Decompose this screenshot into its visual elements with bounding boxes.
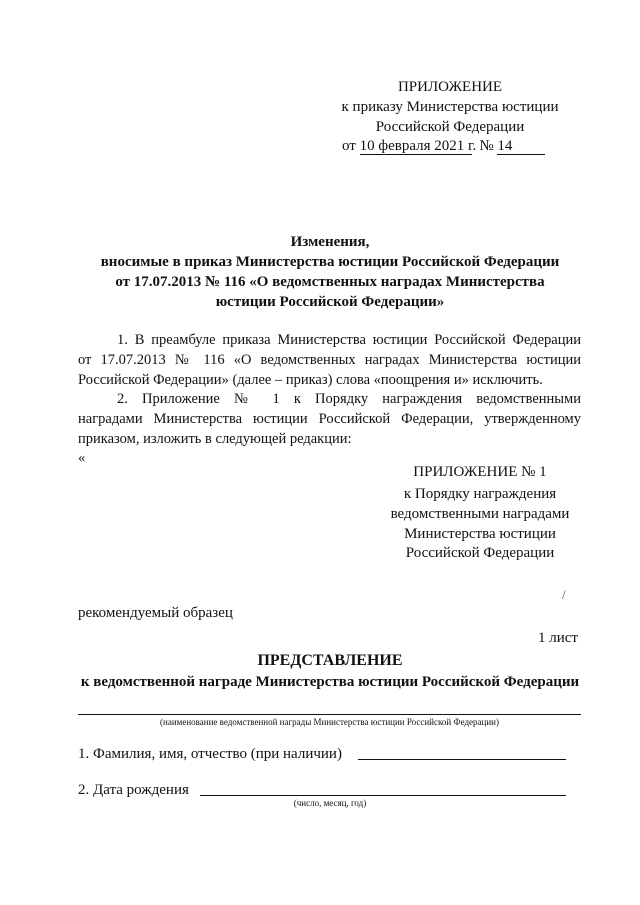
opening-quote: «	[78, 450, 86, 466]
field-1-label: 1. Фамилия, имя, отчество (при наличии)	[78, 746, 342, 762]
title-line-1: Изменения,	[290, 234, 370, 250]
sheet-count: 1 лист	[538, 630, 578, 646]
appendix1-title: ПРИЛОЖЕНИЕ № 1	[413, 464, 547, 480]
award-name-line	[78, 714, 581, 715]
field-2-label: 2. Дата рождения	[78, 782, 189, 798]
order-date-number: от 10 февраля 2021 г. № 14	[342, 136, 545, 156]
appendix-line-2: Российской Федерации	[375, 119, 525, 135]
form-subheading: к ведомственной награде Министерства юстиции Российской Федерации	[80, 674, 580, 690]
paragraph-1-line-3: Российской Федерации» (далее – приказ) слова «поощрения и» исключить.	[78, 372, 543, 388]
paragraph-2-line-2: наградами Министерства юстиции Российской Федерации, утвержденному	[78, 411, 581, 427]
recommended-sample: рекомендуемый образец	[78, 605, 233, 621]
appendix-title: ПРИЛОЖЕНИЕ	[397, 79, 503, 95]
paragraph-2-line-1: 2. Приложение № 1 к Порядку награждения ведомственными	[117, 391, 581, 407]
appendix1-line-4: Российской Федерации	[405, 545, 555, 561]
field-2-caption: (число, месяц, год)	[293, 798, 367, 808]
appendix1-line-1: к Порядку награждения	[403, 486, 557, 502]
field-1-line[interactable]	[358, 759, 566, 760]
form-heading: ПРЕДСТАВЛЕНИЕ	[257, 652, 403, 669]
order-number: 14	[497, 138, 545, 155]
order-date: 10 февраля 2021 г.	[359, 138, 477, 154]
appendix1-line-2: ведомственными наградами	[390, 506, 570, 522]
appendix1-line-3: Министерства юстиции	[404, 526, 556, 542]
paragraph-1-line-2: от 17.07.2013 № 116 «О ведомственных наградах Министерства юстиции	[78, 352, 581, 368]
field-2-line[interactable]	[200, 795, 566, 796]
title-line-2: вносимые в приказ Министерства юстиции Российской Федерации	[100, 254, 560, 270]
slash-mark: /	[562, 587, 566, 602]
paragraph-1-line-1: 1. В преамбуле приказа Министерства юстиции Российской Федерации	[117, 332, 581, 348]
award-name-caption: (наименование ведомственной награды Министерства юстиции Российской Федерации)	[160, 717, 499, 727]
appendix-line-1: к приказу Министерства юстиции	[341, 99, 559, 115]
title-line-4: юстиции Российской Федерации»	[215, 294, 445, 310]
title-line-3: от 17.07.2013 № 116 «О ведомственных наградах Министерства	[115, 274, 545, 290]
paragraph-2-line-3: приказом, изложить в следующей редакции:	[78, 431, 352, 447]
